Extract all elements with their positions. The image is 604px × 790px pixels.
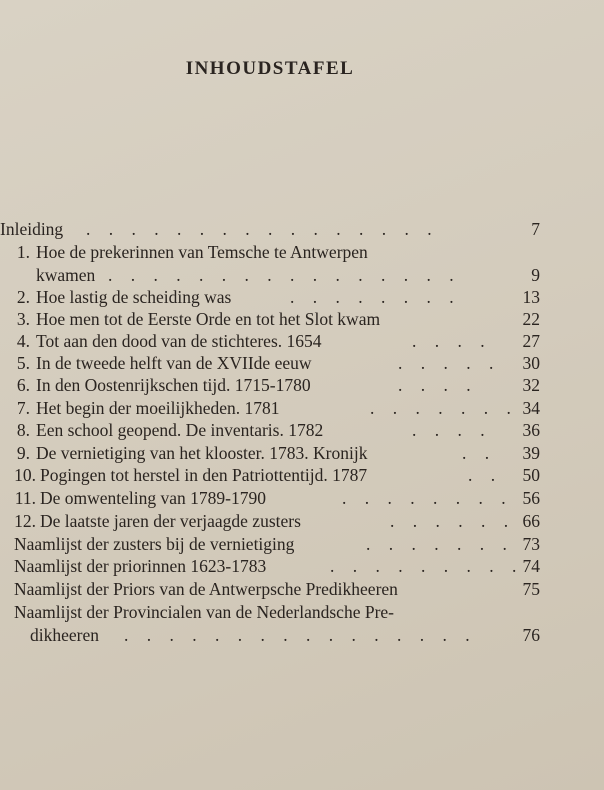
toc-page-number: 66 <box>522 511 540 531</box>
toc-entry-naamlijst-provincialen-continued <box>0 624 540 646</box>
toc-page-number: 32 <box>522 375 540 395</box>
toc-entry-title: kwamen <box>36 265 96 285</box>
toc-entry-number: 2. <box>16 287 30 307</box>
toc-leader-dots: . . . . . . <box>390 511 516 531</box>
toc-leader-dots: . . . . . . . . . . . . . . . . <box>124 625 477 645</box>
toc-entry-title: Inleiding <box>0 219 64 239</box>
toc-leader-dots: . . <box>462 443 497 463</box>
toc-entry-number: 6. <box>16 375 30 395</box>
toc-page-number: 56 <box>522 488 540 508</box>
toc-entry-title: Naamlijst der priorinnen 1623-1783 <box>14 556 267 576</box>
toc-entry-3 <box>0 308 540 330</box>
toc-entry-title: Hoe de prekerinnen van Temsche te Antwerpen <box>36 242 368 262</box>
toc-leader-dots: . . . . . . . <box>370 398 518 418</box>
toc-entry-number: 4. <box>16 331 30 351</box>
toc-entry-naamlijst-priorinnen <box>0 555 540 577</box>
toc-entry-7 <box>0 397 540 419</box>
toc-leader-dots: . . . . <box>412 331 492 351</box>
toc-page-number: 9 <box>531 265 540 285</box>
toc-entry-number: 9. <box>16 443 30 463</box>
toc-leader-dots: . . . . . . . . . <box>330 556 524 576</box>
toc-entry-title: Het begin der moeilijkheden. 1781 <box>36 398 280 418</box>
toc-entry-10 <box>0 464 540 486</box>
toc-leader-dots: . . . . <box>412 420 492 440</box>
toc-leader-dots: . . . . . <box>398 353 501 373</box>
toc-entry-number: 8. <box>16 420 30 440</box>
toc-leader-dots: . . . . . . . . <box>342 488 513 508</box>
toc-entry-title: Naamlijst der Provincialen van de Nederlandsche Pre- <box>14 602 395 622</box>
toc-entry-title: Hoe lastig de scheiding was <box>36 287 232 307</box>
toc-entry-1 <box>0 241 540 263</box>
toc-entry-6 <box>0 374 540 396</box>
toc-leader-dots: . . . . . . . . <box>290 287 461 307</box>
toc-entry-11 <box>0 487 540 509</box>
toc-page-number: 7 <box>531 219 540 239</box>
toc-leader-dots: . . . . . . . <box>366 534 514 554</box>
toc-entry-title: De laatste jaren der verjaagde zusters <box>40 511 301 531</box>
toc-page-number: 36 <box>522 420 540 440</box>
toc-entry-number: 10. <box>14 465 36 485</box>
toc-entry-naamlijst-zusters <box>0 533 540 555</box>
toc-page-number: 74 <box>522 556 540 576</box>
toc-entry-4 <box>0 330 540 352</box>
toc-page-number: 27 <box>522 331 540 351</box>
toc-entry-inleiding <box>0 218 540 240</box>
toc-entry-naamlijst-provincialen <box>0 601 540 623</box>
toc-entry-number: 3. <box>16 309 30 329</box>
toc-page-number: 39 <box>522 443 540 463</box>
toc-entry-number: 1. <box>16 242 30 262</box>
toc-entry-1-continued <box>0 264 540 286</box>
toc-leader-dots: . . . . . . . . . . . . . . . . <box>108 265 461 285</box>
toc-entry-8 <box>0 419 540 441</box>
toc-leader-dots: . . <box>468 465 503 485</box>
toc-page-number: 76 <box>522 625 540 645</box>
toc-entry-number: 5. <box>16 353 30 373</box>
toc-page-number: 13 <box>522 287 540 307</box>
page-title: INHOUDSTAFEL <box>185 58 355 79</box>
toc-leader-dots: . . . . . . . . . . . . . . . . <box>86 219 439 239</box>
toc-page-number: 75 <box>522 579 540 599</box>
toc-entry-number: 7. <box>16 398 30 418</box>
toc-leader-dots: . . . . <box>398 375 478 395</box>
toc-entry-number: 12. <box>14 511 36 531</box>
toc-page-number: 50 <box>522 465 540 485</box>
toc-entry-number: 11. <box>14 488 36 508</box>
toc-entry-title: In de tweede helft van de XVIIde eeuw <box>36 353 312 373</box>
toc-entry-9 <box>0 442 540 464</box>
toc-entry-2 <box>0 286 540 308</box>
toc-entry-title: dikheeren <box>30 625 99 645</box>
toc-entry-title: De omwenteling van 1789-1790 <box>40 488 266 508</box>
toc-entry-title: Tot aan den dood van de stichteres. 1654 <box>36 331 322 351</box>
toc-entry-title: Een school geopend. De inventaris. 1782 <box>36 420 324 440</box>
toc-page-number: 22 <box>522 309 540 329</box>
toc-entry-title: De vernietiging van het klooster. 1783. Kronijk <box>36 443 368 463</box>
toc-entry-title: In den Oostenrijkschen tijd. 1715-1780 <box>36 375 311 395</box>
toc-entry-title: Hoe men tot de Eerste Orde en tot het Slot kwam <box>36 309 381 329</box>
toc-page-number: 34 <box>522 398 540 418</box>
toc-entry-title: Naamlijst der Priors van de Antwerpsche Predikheeren <box>14 579 398 599</box>
toc-entry-naamlijst-priors <box>0 578 540 600</box>
toc-page-number: 30 <box>522 353 540 373</box>
toc-entry-12 <box>0 510 540 532</box>
toc-entry-title: Naamlijst der zusters bij de vernietiging <box>14 534 295 554</box>
toc-entry-5 <box>0 352 540 374</box>
toc-entry-title: Pogingen tot herstel in den Patriottentijd. 1787 <box>40 465 368 485</box>
toc-page-number: 73 <box>522 534 540 554</box>
